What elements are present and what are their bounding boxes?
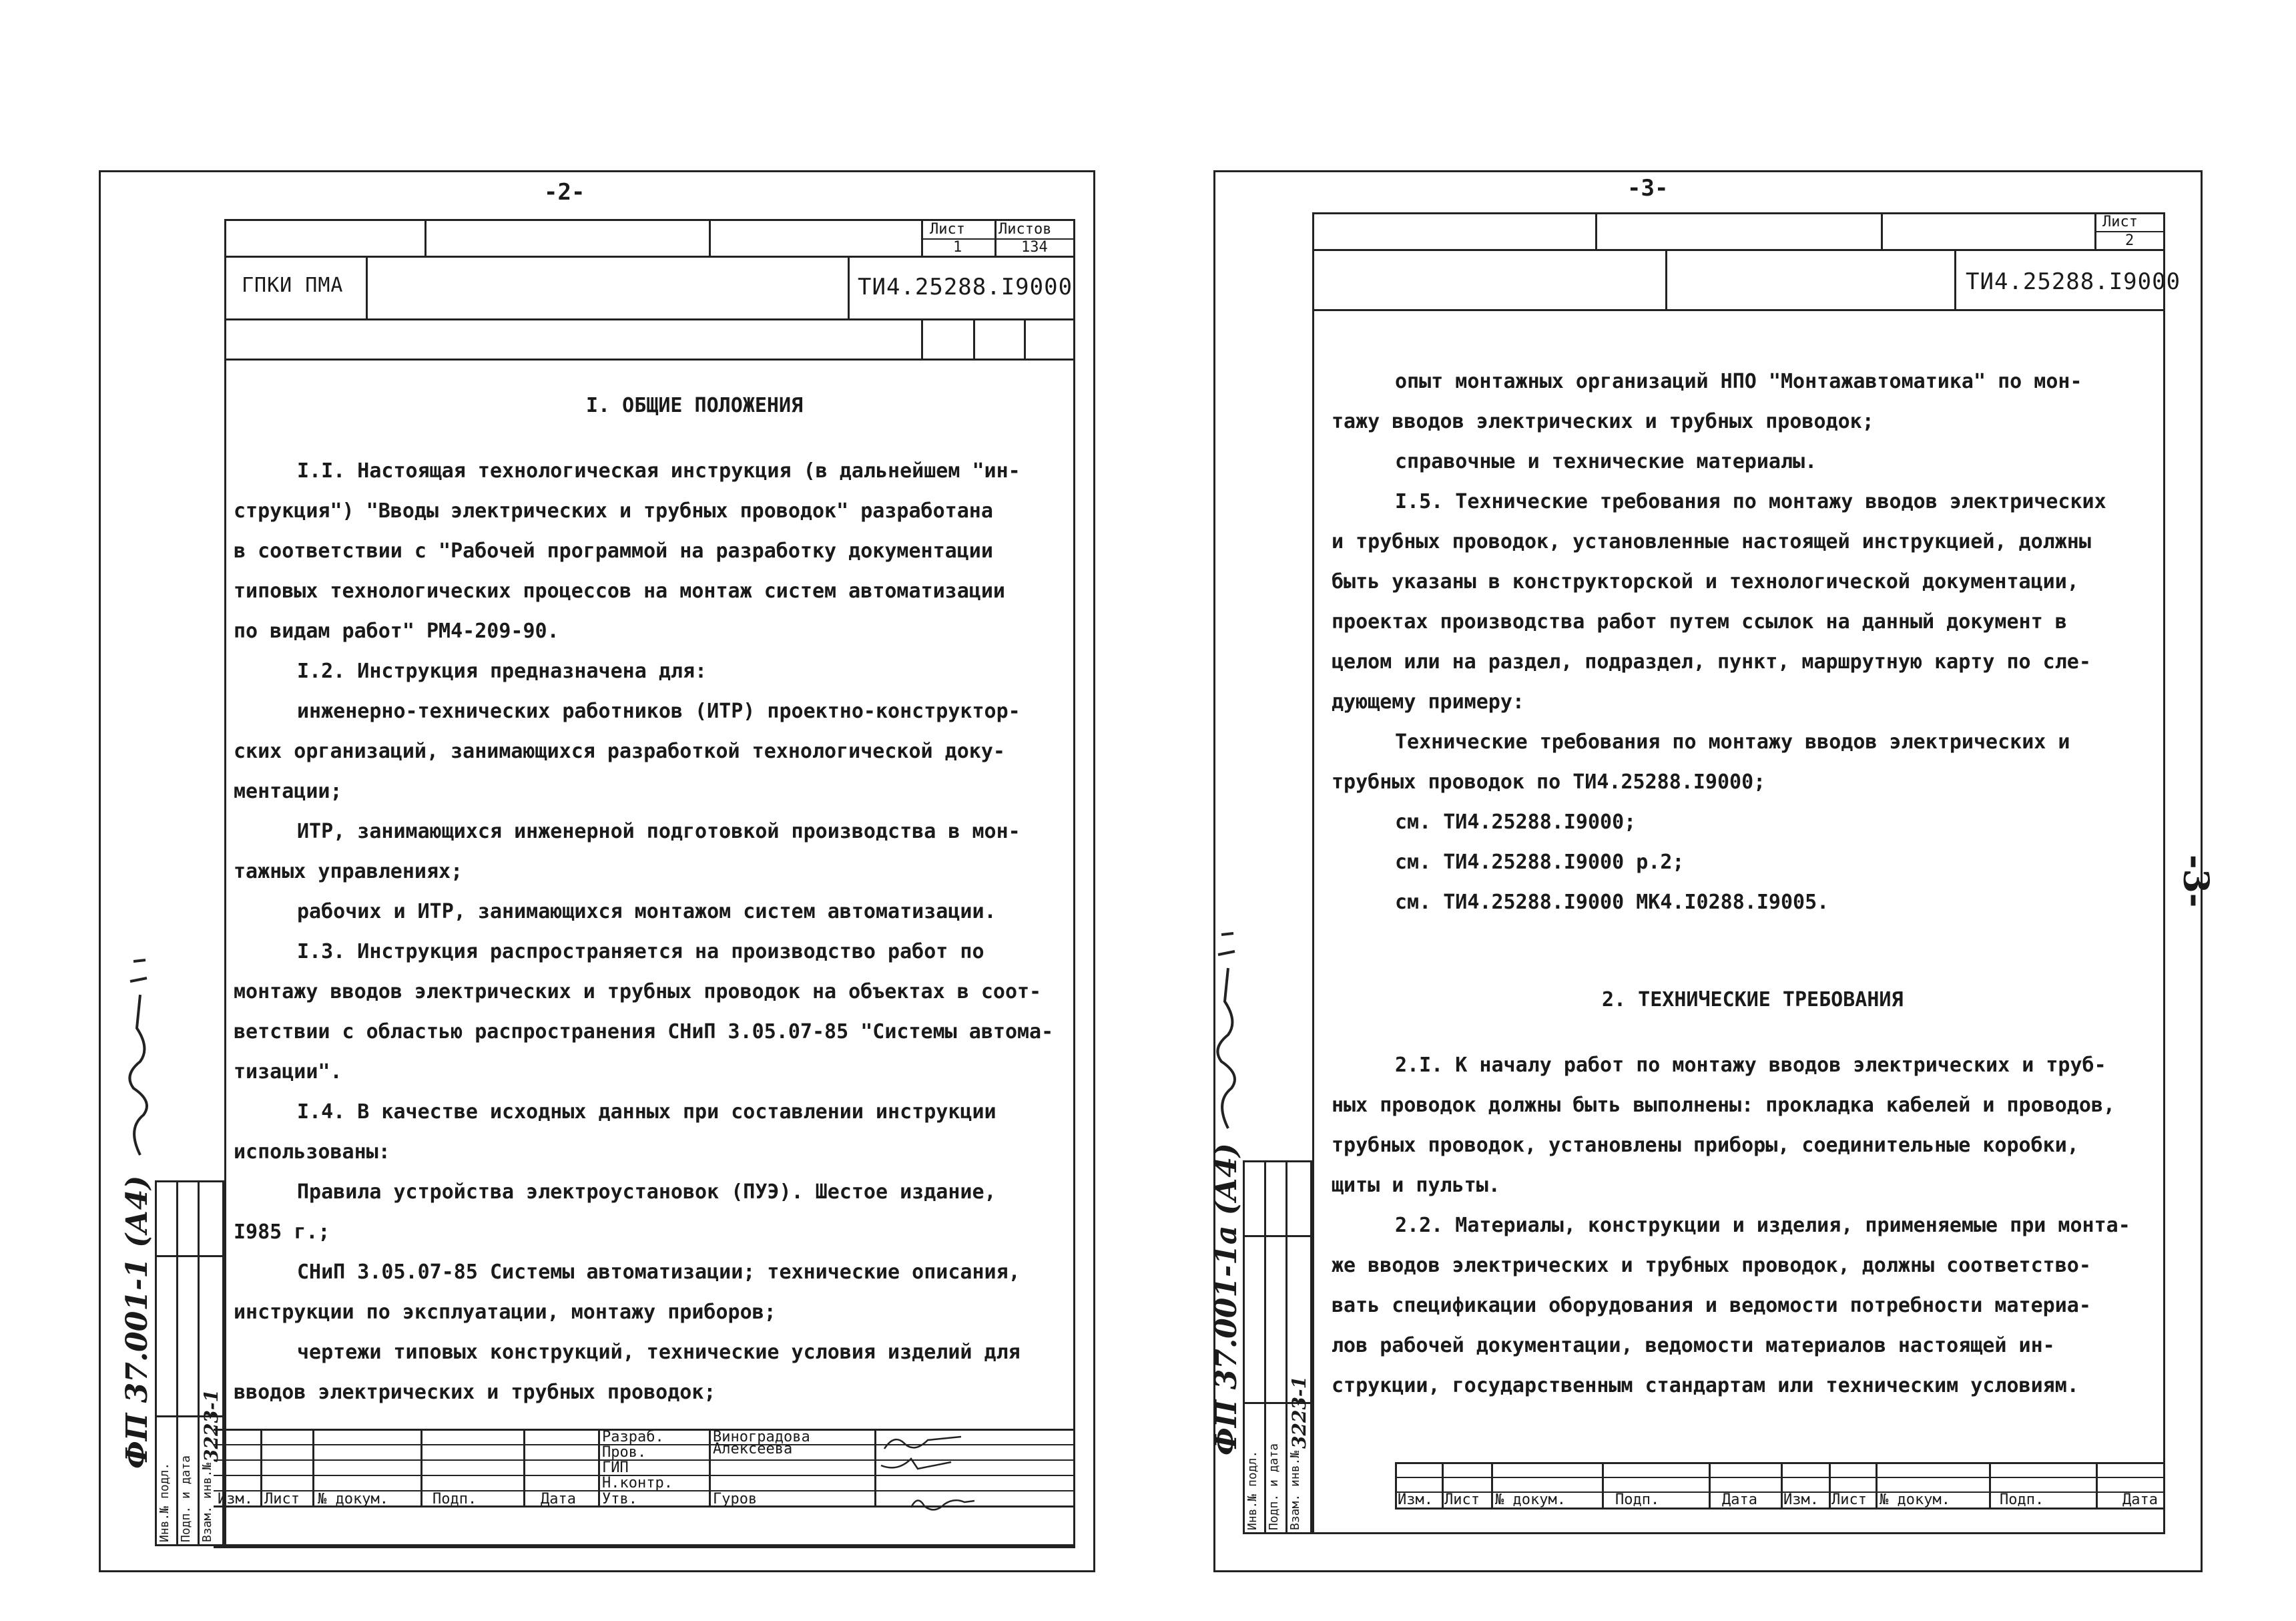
left-body [234,451,1053,1413]
stamp-razrab-name: Виноградова [713,1429,810,1445]
paragraph-line: справочные и технические материалы. [1395,450,1817,473]
rstamp-col-10: Дата [2122,1491,2158,1508]
right-side-stamp-label-3: Взам. инв.№ [1288,1450,1302,1530]
stamp-prov-name: Алексеева [713,1441,793,1457]
right-page-number: -3- [1627,175,1669,202]
left-side-stamp-label-1: Инв.№ подл. [158,1462,172,1542]
paragraph-line: трубных проводок, установлены приборы, соединительные коробки, [1332,1134,2079,1157]
paragraph-line: лов рабочей документации, ведомости материалов настоящей ин- [1332,1334,2055,1357]
paragraph-line: I985 г.; [234,1220,330,1244]
left-doc-code: ТИ4.25288.I9000 [858,274,1073,300]
paragraph-line: см. ТИ4.25288.I9000 МК4.I0288.I9005. [1395,891,1829,914]
paragraph-line: СНиП 3.05.07-85 Системы автоматизации; технические описания, [297,1260,1021,1284]
left-section-title: I. ОБЩИЕ ПОЛОЖЕНИЯ [586,394,804,417]
stamp-col-doc: № докум. [318,1491,388,1508]
signature-utv [908,1494,988,1521]
stamp-col-podp: Подп. [433,1491,477,1508]
paragraph-line: по видам работ" РМ4-209-90. [234,620,559,643]
rstamp-col-1: Изм. [1398,1491,1433,1508]
paragraph-line: струкции, государственным стандартам или техническим условиям. [1332,1374,2079,1397]
paragraph-line: рабочих и ИТР, занимающихся монтажом систем автоматизации. [297,900,996,923]
paragraph-line: использованы: [234,1140,390,1164]
rstamp-col-7: Лист [1831,1491,1867,1508]
paragraph-line: I.5. Технические требования по монтажу вводов электрических [1395,490,2106,513]
rstamp-col-2: Лист [1444,1491,1480,1508]
paragraph-line: целом или на раздел, подраздел, пункт, маршрутную карту по сле- [1332,650,2091,674]
left-org: ГПКИ ПМА [242,274,344,297]
paragraph-line: ных проводок должны быть выполнены: прокладка кабелей и проводов, [1332,1094,2115,1117]
stamp-col-date: Дата [541,1491,576,1508]
paragraph-line: см. ТИ4.25288.I9000 р.2; [1395,851,1685,874]
left-sheets-value: 134 [1021,239,1048,256]
paragraph-line: Технические требования по монтажу вводов электрических и [1395,730,2070,754]
paragraph-line: ИТР, занимающихся инженерной подготовкой производства в мон- [297,820,1021,843]
paragraph-line: и трубных проводок, установленные настоящей инструкцией, должны [1332,530,2091,553]
paragraph-line: I.3. Инструкция распространяется на производство работ по [297,940,984,963]
stamp-utv-label: Утв. [602,1491,637,1508]
paragraph-line: инженерно-технических работников (ИТР) проектно-конструктор- [297,700,1021,723]
paragraph-line: тажу вводов электрических и трубных проводок; [1332,410,1874,433]
right-side-signature [1208,915,1248,1135]
paragraph-line: вводов электрических и трубных проводок; [234,1381,716,1404]
right-side-stamp-label-1: Инв.№ подл. [1245,1450,1259,1530]
paragraph-line: щиты и пульты. [1332,1174,1500,1197]
left-side-number: 3223-1 [200,1389,222,1462]
paragraph-line: см. ТИ4.25288.I9000; [1395,810,1637,834]
left-side-stamp-label-3: Взам. инв.№ [200,1462,214,1542]
stamp-utv-name: Гуров [713,1491,758,1508]
paragraph-line: Правила устройства электроустановок (ПУЭ). Шестое издание, [297,1180,996,1204]
left-side-stamp-label-2: Подп. и дата [179,1455,193,1542]
stamp-razrab-label: Разраб. [602,1429,664,1445]
rstamp-col-3: № докум. [1495,1491,1566,1508]
right-side-number: 3223-1 [1288,1375,1310,1449]
paragraph-line: же вводов электрических и трубных проводок, должны соответство- [1332,1254,2091,1277]
right-side-stamp-label-2: Подп. и дата [1267,1443,1281,1530]
right-sheet-value: 2 [2125,232,2134,249]
paragraph-line: быть указаны в конструкторской и технологической документации, [1332,570,2079,594]
right-margin-page-mark: -3- [2175,855,2216,908]
paragraph-line: I.2. Инструкция предназначена для: [297,660,707,683]
paragraph-line: I.4. В качестве исходных данных при составлении инструкции [297,1100,996,1124]
left-side-signature [120,941,160,1162]
paragraph-line: монтажу вводов электрических и трубных проводок на объектах в соот- [234,980,1042,1003]
rstamp-col-8: № докум. [1880,1491,1950,1508]
paragraph-line: 2.I. К началу работ по монтажу вводов электрических и труб- [1395,1054,2106,1077]
paragraph-line: дующему примеру: [1332,690,1524,714]
rstamp-col-4: Подп. [1615,1491,1660,1508]
paragraph-line: тизации". [234,1060,342,1084]
stamp-col-izm: Изм. [218,1491,253,1508]
paragraph-line: инструкции по эксплуатации, монтажу приборов; [234,1301,776,1324]
paragraph-line: типовых технологических процессов на монтаж систем автоматизации [234,580,1005,603]
right-sheet-label: Лист [2102,214,2138,230]
paragraph-line: в соответствии с "Рабочей программой на разработку документации [234,539,993,563]
stamp-col-list: Лист [264,1491,300,1508]
stamp-gip-label: ГИП [602,1459,629,1476]
paragraph-line: ских организаций, занимающихся разработкой технологической доку- [234,740,1005,763]
paragraph-line: струкция") "Вводы электрических и трубных проводок" разработана [234,499,993,523]
right-body-bottom [1332,1046,2130,1406]
stamp-nkontr-label: Н.контр. [602,1475,673,1491]
paragraph-line: чертежи типовых конструкций, технические условия изделий для [297,1341,1021,1364]
left-sheets-label: Листов [998,221,1052,238]
left-page-number: -2- [544,179,585,206]
paragraph-line: опыт монтажных организаций НПО "Монтажавтоматика" по мон- [1395,370,2082,393]
rstamp-col-9: Подп. [2000,1491,2044,1508]
right-form-code: ФП 37.001-1а (А4) [1209,1143,1243,1455]
rstamp-col-5: Дата [1722,1491,1757,1508]
paragraph-line: вать спецификации оборудования и ведомости потребности материа- [1332,1294,2091,1317]
signature-prov [878,1449,971,1475]
paragraph-line: трубных проводок по ТИ4.25288.I9000; [1332,770,1766,794]
paragraph-line: I.I. Настоящая технологическая инструкция (в дальнейшем "ин- [297,459,1021,483]
right-body-top [1332,362,2106,923]
stamp-prov-label: Пров. [602,1444,647,1461]
paragraph-line: 2.2. Материалы, конструкции и изделия, применяемые при монта- [1395,1214,2130,1237]
paragraph-line: ветствии с областью распространения СНиП 3.05.07-85 "Системы автома- [234,1020,1054,1044]
left-form-code: ФП 37.001-1 (А4) [120,1175,154,1469]
rstamp-col-6: Изм. [1783,1491,1819,1508]
paragraph-line: ментации; [234,780,342,803]
left-sheet-label: Лист [930,221,965,238]
left-sheet-value: 1 [953,239,962,256]
paragraph-line: тажных управлениях; [234,860,463,883]
paragraph-line: проектах производства работ путем ссылок на данный документ в [1332,610,2067,634]
right-section-title: 2. ТЕХНИЧЕСКИЕ ТРЕБОВАНИЯ [1602,988,1904,1011]
right-doc-code: ТИ4.25288.I9000 [1966,268,2181,295]
